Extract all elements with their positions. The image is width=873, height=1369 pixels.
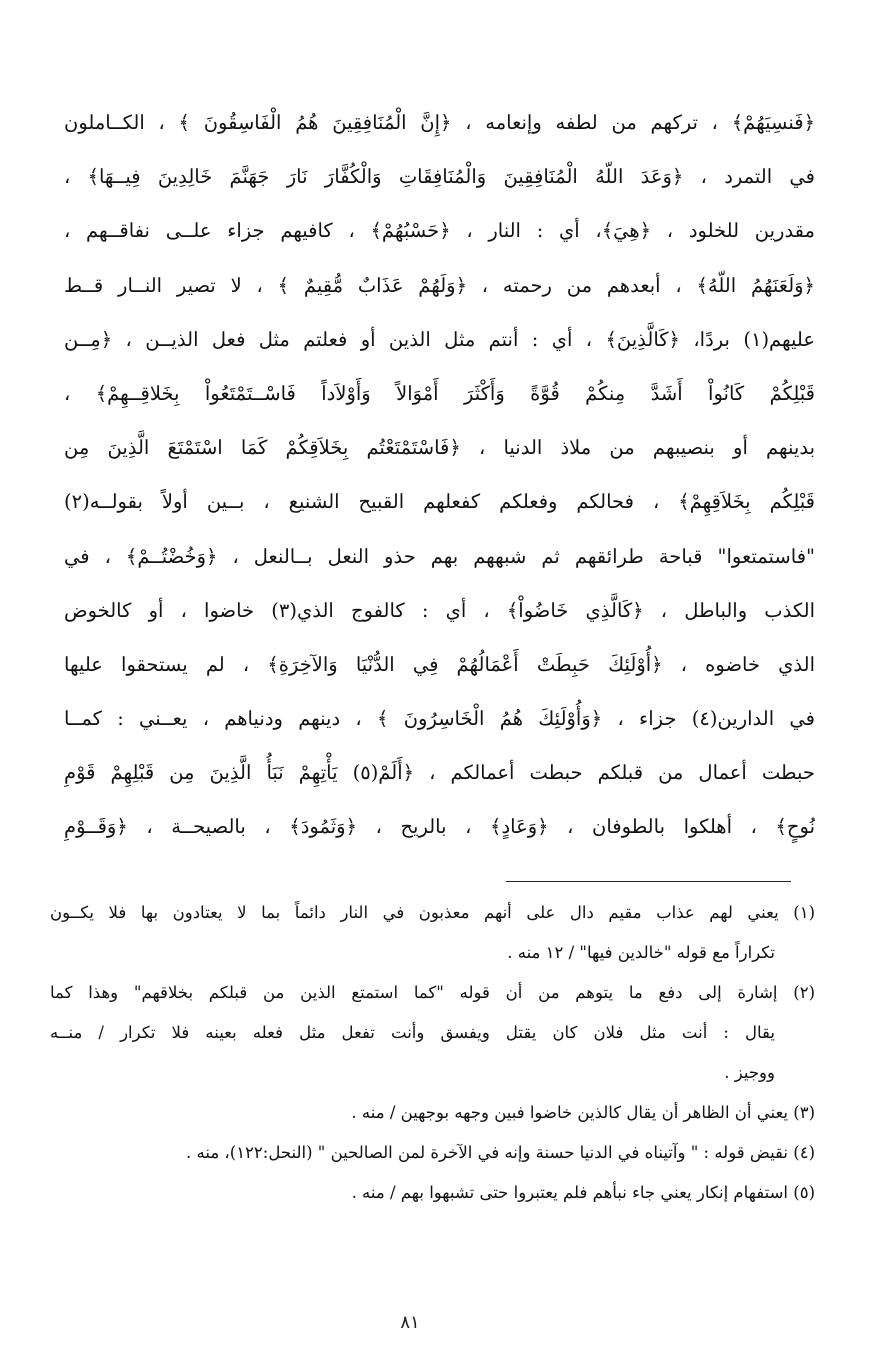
footnote-2-line-1: (٢) إشارة إلى دفع ما يتوهم من أن قوله "كما استمتع الذين من قبلكم بخلاقهم" وهذا كما (50, 983, 815, 1002)
footnote-2-line-3: ووجيز . (724, 1063, 775, 1082)
footnote-3: (٣) يعني أن الظاهر أن يقال كالذين خاضوا فبين وجهه بوجهين / منه . (351, 1103, 815, 1122)
main-text (64, 96, 815, 855)
text-line: في الدارين(٤) جزاء ، ﴿وَأُوْلَئِكَ هُمُ الْخَاسِرُونَ ﴾ ، دينهم ودنياهم ، يعــني : كمــا (64, 707, 815, 731)
footnote-2-line-2: يقال : أنت مثل فلان كان يقتل ويفسق وأنت تفعل مثل فعله بعينه فلا تكرار / منــه (50, 1023, 775, 1042)
text-line: ﴿فَنسِيَهُمْ﴾ ، تركهم من لطفه وإنعامه ، ﴿إِنَّ الْمُنَافِقِينَ هُمُ الْفَاسِقُونَ ﴾ ، الكــاملون (64, 111, 815, 134)
text-line: نُوحٍ﴾ ، أهلكوا بالطوفان ، ﴿وَعَادٍ﴾ ، بالريح ، ﴿وَثَمُودَ﴾ ، بالصيحــة ، ﴿وَقَــوْمِ (64, 815, 815, 839)
text-line: حبطت أعمال من قبلكم حبطت أعمالكم ، ﴿أَلَمْ(٥) يَأْتِهِمْ نَبَأُ الَّذِينَ مِن قَبْلِهِمْ قَوْمِ (64, 761, 815, 785)
text-line: عليهم(١) بردًا، ﴿كَالَّذِينَ﴾ ، أي : أنتم مثل الذين أو فعلتم مثل فعل الذيــن ، ﴿مِــن (64, 327, 815, 351)
footnote-1-line-1: (١) يعني لهم عذاب مقيم دال على أنهم معذبون في النار دائماً بما لا يعتادون بها فلا يكــون (50, 903, 815, 922)
footnote-5: (٥) استفهام إنكار يعني جاء نبأهم فلم يعتبروا حتى تشبهوا بهم / منه . (351, 1183, 815, 1202)
text-line: "فاستمتعوا" قباحة طرائقهم ثم شبههم بهم حذو النعل بــالنعل ، ﴿وَخُضْتُــمْ﴾ ، في (64, 544, 815, 568)
page-number: ٨١ (400, 1312, 420, 1333)
text-line: ﴿وَلَعَنَهُمُ اللّهُ﴾ ، أبعدهم من رحمته ، ﴿وَلَهُمْ عَذَابٌ مُّقِيمٌ ﴾ ، لا تصير النــار قــط (64, 273, 815, 297)
text-line: بدينهم أو بنصيبهم من ملاذ الدنيا ، ﴿فَاسْتَمْتَعْتُم بِخَلاَقِكُمْ كَمَا اسْتَمْتَعَ الَّذِينَ مِن (64, 436, 815, 460)
footnote-divider (506, 881, 791, 882)
text-line: مقدرين للخلود ، ﴿هِيَ﴾، أي : النار ، ﴿حَسْبُهُمْ﴾ ، كافيهم جزاء علــى نفاقــهم ، (64, 219, 815, 243)
text-line: قَبْلِكُمْ كَانُواْ أَشَدَّ مِنكُمْ قُوَّةً وَأَكْثَرَ أَمْوَالاً وَأَوْلاَداً فَاسْــتَمْتَعُواْ بِخَلاقِــهِمْ﴾ ، (64, 381, 815, 405)
footnote-4: (٤) نقيض قوله : " وآتيناه في الدنيا حسنة وإنه في الآخرة لمن الصالحين " (النحل:١٢٢)، منه . (186, 1143, 815, 1162)
footnote-1-line-2: تكراراً مع قوله "خالدين فيها" / ١٢ منه . (507, 943, 775, 962)
text-line: في التمرد ، ﴿وَعَدَ اللّهُ الْمُنَافِقِينَ وَالْمُنَافِقَاتِ وَالْكُفَّارَ نَارَ جَهَنَّمَ خَالِدِينَ فِيــهَا﴾ ، (64, 165, 815, 189)
text-line: قَبْلِكُم بِخَلاَقِهِمْ﴾ ، فحالكم وفعلكم كفعلهم القبيح الشنيع ، بــين أولاً بقولــه(٢) (64, 490, 815, 514)
text-line: الذي خاضوه ، ﴿أُوْلَئِكَ حَبِطَتْ أَعْمَالُهُمْ فِي الدُّنْيَا وَالآخِرَةِ﴾ ، لم يستحقوا عليها (64, 652, 815, 676)
footnotes (50, 893, 815, 1213)
text-line: الكذب والباطل ، ﴿كَالَّذِي خَاضُواْ﴾ ، أي : كالفوج الذي(٣) خاضوا ، أو كالخوض (64, 598, 815, 622)
